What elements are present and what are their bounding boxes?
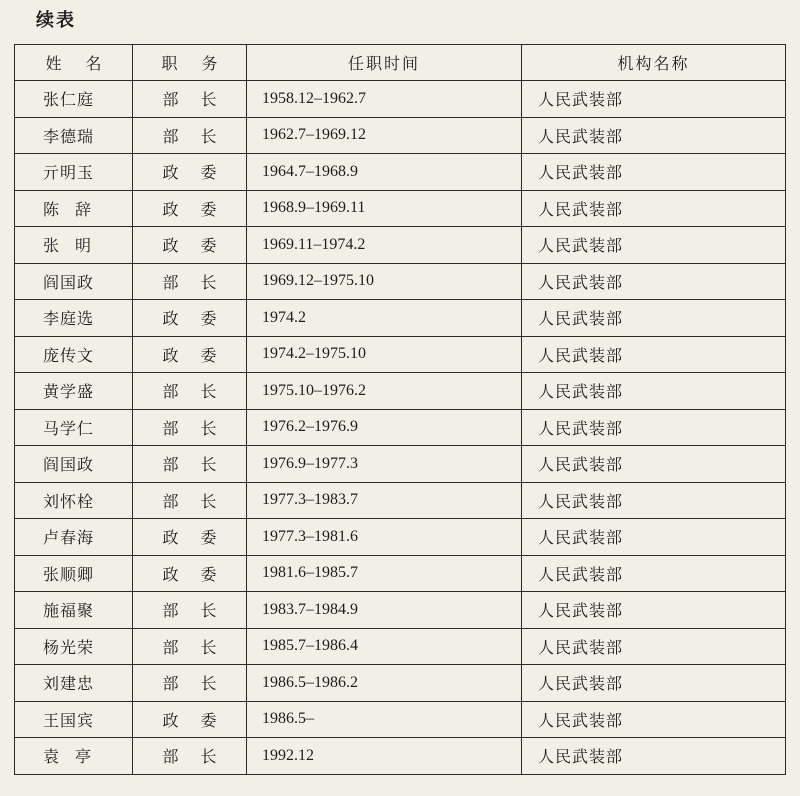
cell-name: 卢春海 — [15, 519, 133, 556]
cell-post: 政委 — [133, 227, 247, 264]
table-row — [15, 336, 786, 373]
cell-time: 1985.7–1986.4 — [247, 628, 522, 665]
cell-post: 政委 — [133, 555, 247, 592]
cell-name: 李庭选 — [15, 300, 133, 337]
table-row — [15, 555, 786, 592]
cell-name: 李德瑞 — [15, 117, 133, 154]
table-row — [15, 482, 786, 519]
cell-post: 部长 — [133, 263, 247, 300]
cell-org: 人民武装部 — [522, 154, 786, 191]
cell-time: 1977.3–1983.7 — [247, 482, 522, 519]
cell-name: 庞传文 — [15, 336, 133, 373]
table-row — [15, 300, 786, 337]
cell-time: 1958.12–1962.7 — [247, 81, 522, 118]
cell-org: 人民武装部 — [522, 738, 786, 775]
cell-post: 部长 — [133, 446, 247, 483]
cell-post: 政委 — [133, 701, 247, 738]
cell-time: 1976.9–1977.3 — [247, 446, 522, 483]
cell-name: 阎国政 — [15, 263, 133, 300]
cell-name: 刘建忠 — [15, 665, 133, 702]
table-row — [15, 446, 786, 483]
cell-name: 阎国政 — [15, 446, 133, 483]
table-row — [15, 190, 786, 227]
cell-time: 1968.9–1969.11 — [247, 190, 522, 227]
cell-org: 人民武装部 — [522, 446, 786, 483]
table-row — [15, 519, 786, 556]
cell-post: 部长 — [133, 117, 247, 154]
cell-org: 人民武装部 — [522, 519, 786, 556]
cell-org: 人民武装部 — [522, 373, 786, 410]
header-post: 职务 — [133, 45, 247, 81]
table-row — [15, 373, 786, 410]
cell-time: 1977.3–1981.6 — [247, 519, 522, 556]
cell-time: 1974.2–1975.10 — [247, 336, 522, 373]
cell-name: 亓明玉 — [15, 154, 133, 191]
table-row — [15, 665, 786, 702]
cell-name: 施福聚 — [15, 592, 133, 629]
cell-org: 人民武装部 — [522, 701, 786, 738]
table-body — [15, 81, 786, 775]
cell-org: 人民武装部 — [522, 227, 786, 264]
cell-post: 部长 — [133, 665, 247, 702]
cell-org: 人民武装部 — [522, 117, 786, 154]
cell-post: 部长 — [133, 628, 247, 665]
cell-org: 人民武装部 — [522, 81, 786, 118]
cell-time: 1983.7–1984.9 — [247, 592, 522, 629]
cell-org: 人民武装部 — [522, 263, 786, 300]
cell-org: 人民武装部 — [522, 336, 786, 373]
cell-time: 1974.2 — [247, 300, 522, 337]
cell-org: 人民武装部 — [522, 409, 786, 446]
cell-time: 1992.12 — [247, 738, 522, 775]
cell-name: 王国宾 — [15, 701, 133, 738]
cell-name: 黄学盛 — [15, 373, 133, 410]
table-row — [15, 263, 786, 300]
cell-time: 1986.5–1986.2 — [247, 665, 522, 702]
cell-time: 1964.7–1968.9 — [247, 154, 522, 191]
cell-post: 部长 — [133, 482, 247, 519]
table-row — [15, 592, 786, 629]
cell-time: 1986.5– — [247, 701, 522, 738]
cell-post: 部长 — [133, 409, 247, 446]
cell-post: 部长 — [133, 592, 247, 629]
cell-time: 1969.11–1974.2 — [247, 227, 522, 264]
header-org: 机构名称 — [522, 45, 786, 81]
cell-name: 刘怀栓 — [15, 482, 133, 519]
cell-post: 政委 — [133, 519, 247, 556]
cell-name: 马学仁 — [15, 409, 133, 446]
cell-name: 杨光荣 — [15, 628, 133, 665]
cell-org: 人民武装部 — [522, 300, 786, 337]
cell-name: 陈辞 — [15, 190, 133, 227]
cell-time: 1976.2–1976.9 — [247, 409, 522, 446]
cell-post: 政委 — [133, 300, 247, 337]
header-row — [15, 45, 786, 81]
cell-name: 张明 — [15, 227, 133, 264]
table-row — [15, 227, 786, 264]
table-row — [15, 738, 786, 775]
table-row — [15, 154, 786, 191]
table-header — [15, 45, 786, 81]
table-row — [15, 409, 786, 446]
cell-name: 张仁庭 — [15, 81, 133, 118]
cell-org: 人民武装部 — [522, 628, 786, 665]
cell-org: 人民武装部 — [522, 592, 786, 629]
cell-org: 人民武装部 — [522, 482, 786, 519]
table-row — [15, 81, 786, 118]
cell-name: 袁亭 — [15, 738, 133, 775]
cell-post: 政委 — [133, 190, 247, 227]
cell-org: 人民武装部 — [522, 190, 786, 227]
cell-post: 政委 — [133, 336, 247, 373]
table-row — [15, 117, 786, 154]
cell-post: 政委 — [133, 154, 247, 191]
cell-post: 部长 — [133, 738, 247, 775]
cell-time: 1981.6–1985.7 — [247, 555, 522, 592]
officials-table — [14, 44, 786, 775]
cell-post: 部长 — [133, 373, 247, 410]
table-row — [15, 701, 786, 738]
cell-org: 人民武装部 — [522, 665, 786, 702]
header-time: 任职时间 — [247, 45, 522, 81]
cell-post: 部长 — [133, 81, 247, 118]
cell-time: 1975.10–1976.2 — [247, 373, 522, 410]
cell-time: 1962.7–1969.12 — [247, 117, 522, 154]
table-row — [15, 628, 786, 665]
cell-name: 张顺卿 — [15, 555, 133, 592]
cell-time: 1969.12–1975.10 — [247, 263, 522, 300]
table-caption: 续表 — [36, 10, 76, 31]
header-name: 姓名 — [15, 45, 133, 81]
cell-org: 人民武装部 — [522, 555, 786, 592]
